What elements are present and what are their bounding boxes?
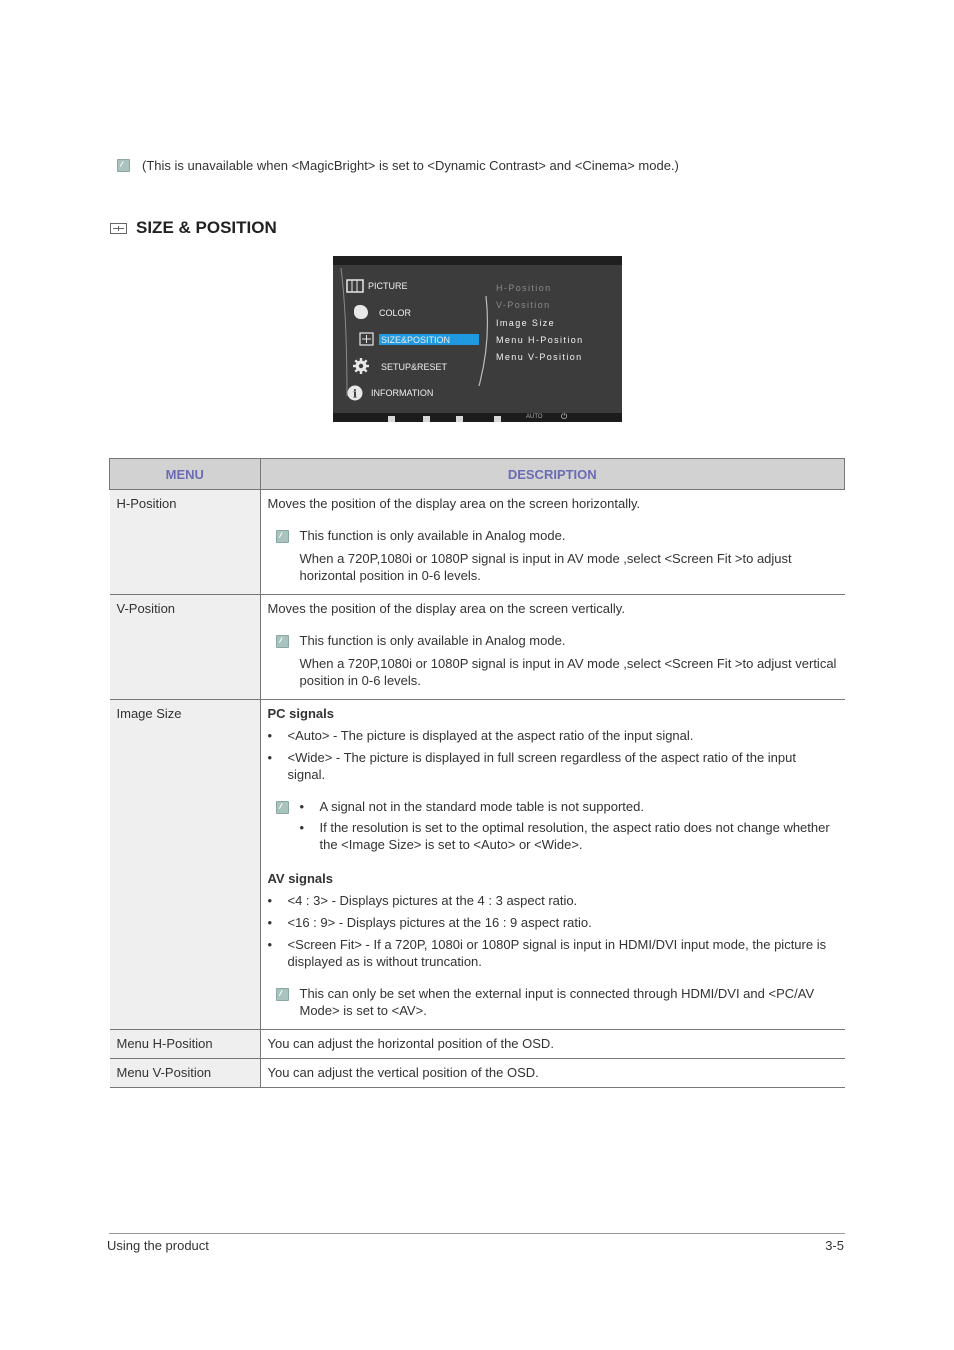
note-block [268, 798, 837, 853]
row-menu-menu-v-position: Menu V-Position [110, 1059, 261, 1088]
table-row [110, 1059, 845, 1088]
osd-menu-picture: PICTURE [368, 281, 408, 291]
desc-main: You can adjust the horizontal position of the OSD. [267, 1036, 554, 1051]
header-menu: MENU [110, 459, 261, 490]
section-title: SIZE & POSITION [136, 218, 277, 237]
osd-auto-label: AUTO [526, 414, 543, 420]
row-desc-menu-h-position [260, 1030, 845, 1059]
osd-menu-button-icon [388, 416, 395, 422]
list-item: • If the resolution is set to the optimal resolution, the aspect ratio does not change whether the <Image Size> is set to <Auto> or <Wide>. [300, 819, 837, 853]
desc-main: Moves the position of the display area on the screen horizontally. [267, 496, 641, 511]
row-menu-h-position: H-Position [110, 490, 261, 595]
top-note-text: (This is unavailable when <MagicBright> is set to <Dynamic Contrast> and <Cinema> mode.) [142, 158, 679, 173]
header-description: DESCRIPTION [260, 459, 845, 490]
osd-down-button-icon [423, 416, 430, 422]
picture-icon [346, 279, 364, 293]
menu-description-table [109, 458, 845, 1088]
list-item: • <16 : 9> - Displays pictures at the 16 : 9 aspect ratio. [268, 914, 837, 931]
osd-menu-color: COLOR [379, 308, 412, 318]
osd-menu-screenshot [333, 256, 622, 422]
list-item: • <Wide> - The picture is displayed in full screen regardless of the aspect ratio of the input signal. [268, 749, 837, 783]
note-block [268, 632, 837, 689]
note-icon [276, 530, 289, 543]
note-block [268, 985, 837, 1019]
pc-signals-heading: PC signals [267, 706, 334, 721]
osd-sub-h-position: H-Position [496, 283, 552, 293]
osd-button-bar [333, 413, 622, 422]
footer-page-number: 3-5 [825, 1238, 844, 1253]
row-desc-menu-v-position [260, 1059, 845, 1088]
osd-menu-information: INFORMATION [371, 388, 434, 398]
setup-gear-icon [353, 358, 369, 374]
row-desc-image-size [260, 700, 845, 1030]
note-icon [276, 801, 289, 814]
desc-main: Moves the position of the display area on the screen vertically. [267, 601, 625, 616]
svg-text:i: i [352, 387, 358, 401]
osd-sub-image-size: Image Size [496, 318, 556, 328]
row-desc-v-position [260, 595, 845, 700]
information-icon [347, 385, 363, 401]
list-item: • <Auto> - The picture is displayed at the aspect ratio of the input signal. [268, 727, 837, 744]
note-block [268, 527, 837, 584]
osd-sub-v-position: V-Position [496, 300, 551, 310]
osd-menu-size-position: SIZE&POSITION [381, 335, 451, 345]
table-row [110, 595, 845, 700]
size-position-icon-osd [359, 332, 374, 346]
row-menu-image-size: Image Size [110, 700, 261, 1030]
av-signals-heading: AV signals [267, 871, 334, 886]
size-position-icon [110, 223, 127, 234]
note-icon [276, 635, 289, 648]
osd-enter-button-icon [494, 416, 501, 422]
osd-sub-menu-h-position: Menu H-Position [496, 335, 584, 345]
note-icon [117, 159, 130, 172]
table-row [110, 490, 845, 595]
desc-main: You can adjust the vertical position of the OSD. [267, 1065, 539, 1080]
list-item: • <4 : 3> - Displays pictures at the 4 : 3 aspect ratio. [268, 892, 837, 909]
osd-up-button-icon [456, 416, 463, 422]
footer-chapter: Using the product [107, 1238, 209, 1253]
row-menu-v-position: V-Position [110, 595, 261, 700]
list-item: • <Screen Fit> - If a 720P, 1080i or 1080P signal is input in HDMI/DVI input mode, the picture is displayed as is without truncation. [268, 936, 837, 970]
osd-power-icon: ⏻ [561, 412, 568, 421]
note-text: This function is only available in Analog mode. [299, 528, 566, 543]
osd-menu-setup-reset: SETUP&RESET [381, 362, 448, 372]
osd-sub-menu-v-position: Menu V-Position [496, 352, 583, 362]
note-text: This function is only available in Analog mode. [299, 633, 566, 648]
note-text: When a 720P,1080i or 1080P signal is input in AV mode ,select <Screen Fit >to adjust vertical position in 0-6 levels. [299, 656, 837, 688]
table-row [110, 1030, 845, 1059]
row-menu-menu-h-position: Menu H-Position [110, 1030, 261, 1059]
list-item: • A signal not in the standard mode table is not supported. [300, 798, 837, 815]
note-icon [276, 988, 289, 1001]
table-row [110, 700, 845, 1030]
table-header-row [110, 459, 845, 490]
row-desc-h-position [260, 490, 845, 595]
note-text: When a 720P,1080i or 1080P signal is input in AV mode ,select <Screen Fit >to adjust horizontal position in 0-6 levels. [299, 551, 792, 583]
footer-divider [109, 1233, 845, 1234]
note-text: This can only be set when the external input is connected through HDMI/DVI and <PC/AV Mode> is set to <AV>. [299, 986, 815, 1018]
color-palette-icon [354, 305, 368, 319]
